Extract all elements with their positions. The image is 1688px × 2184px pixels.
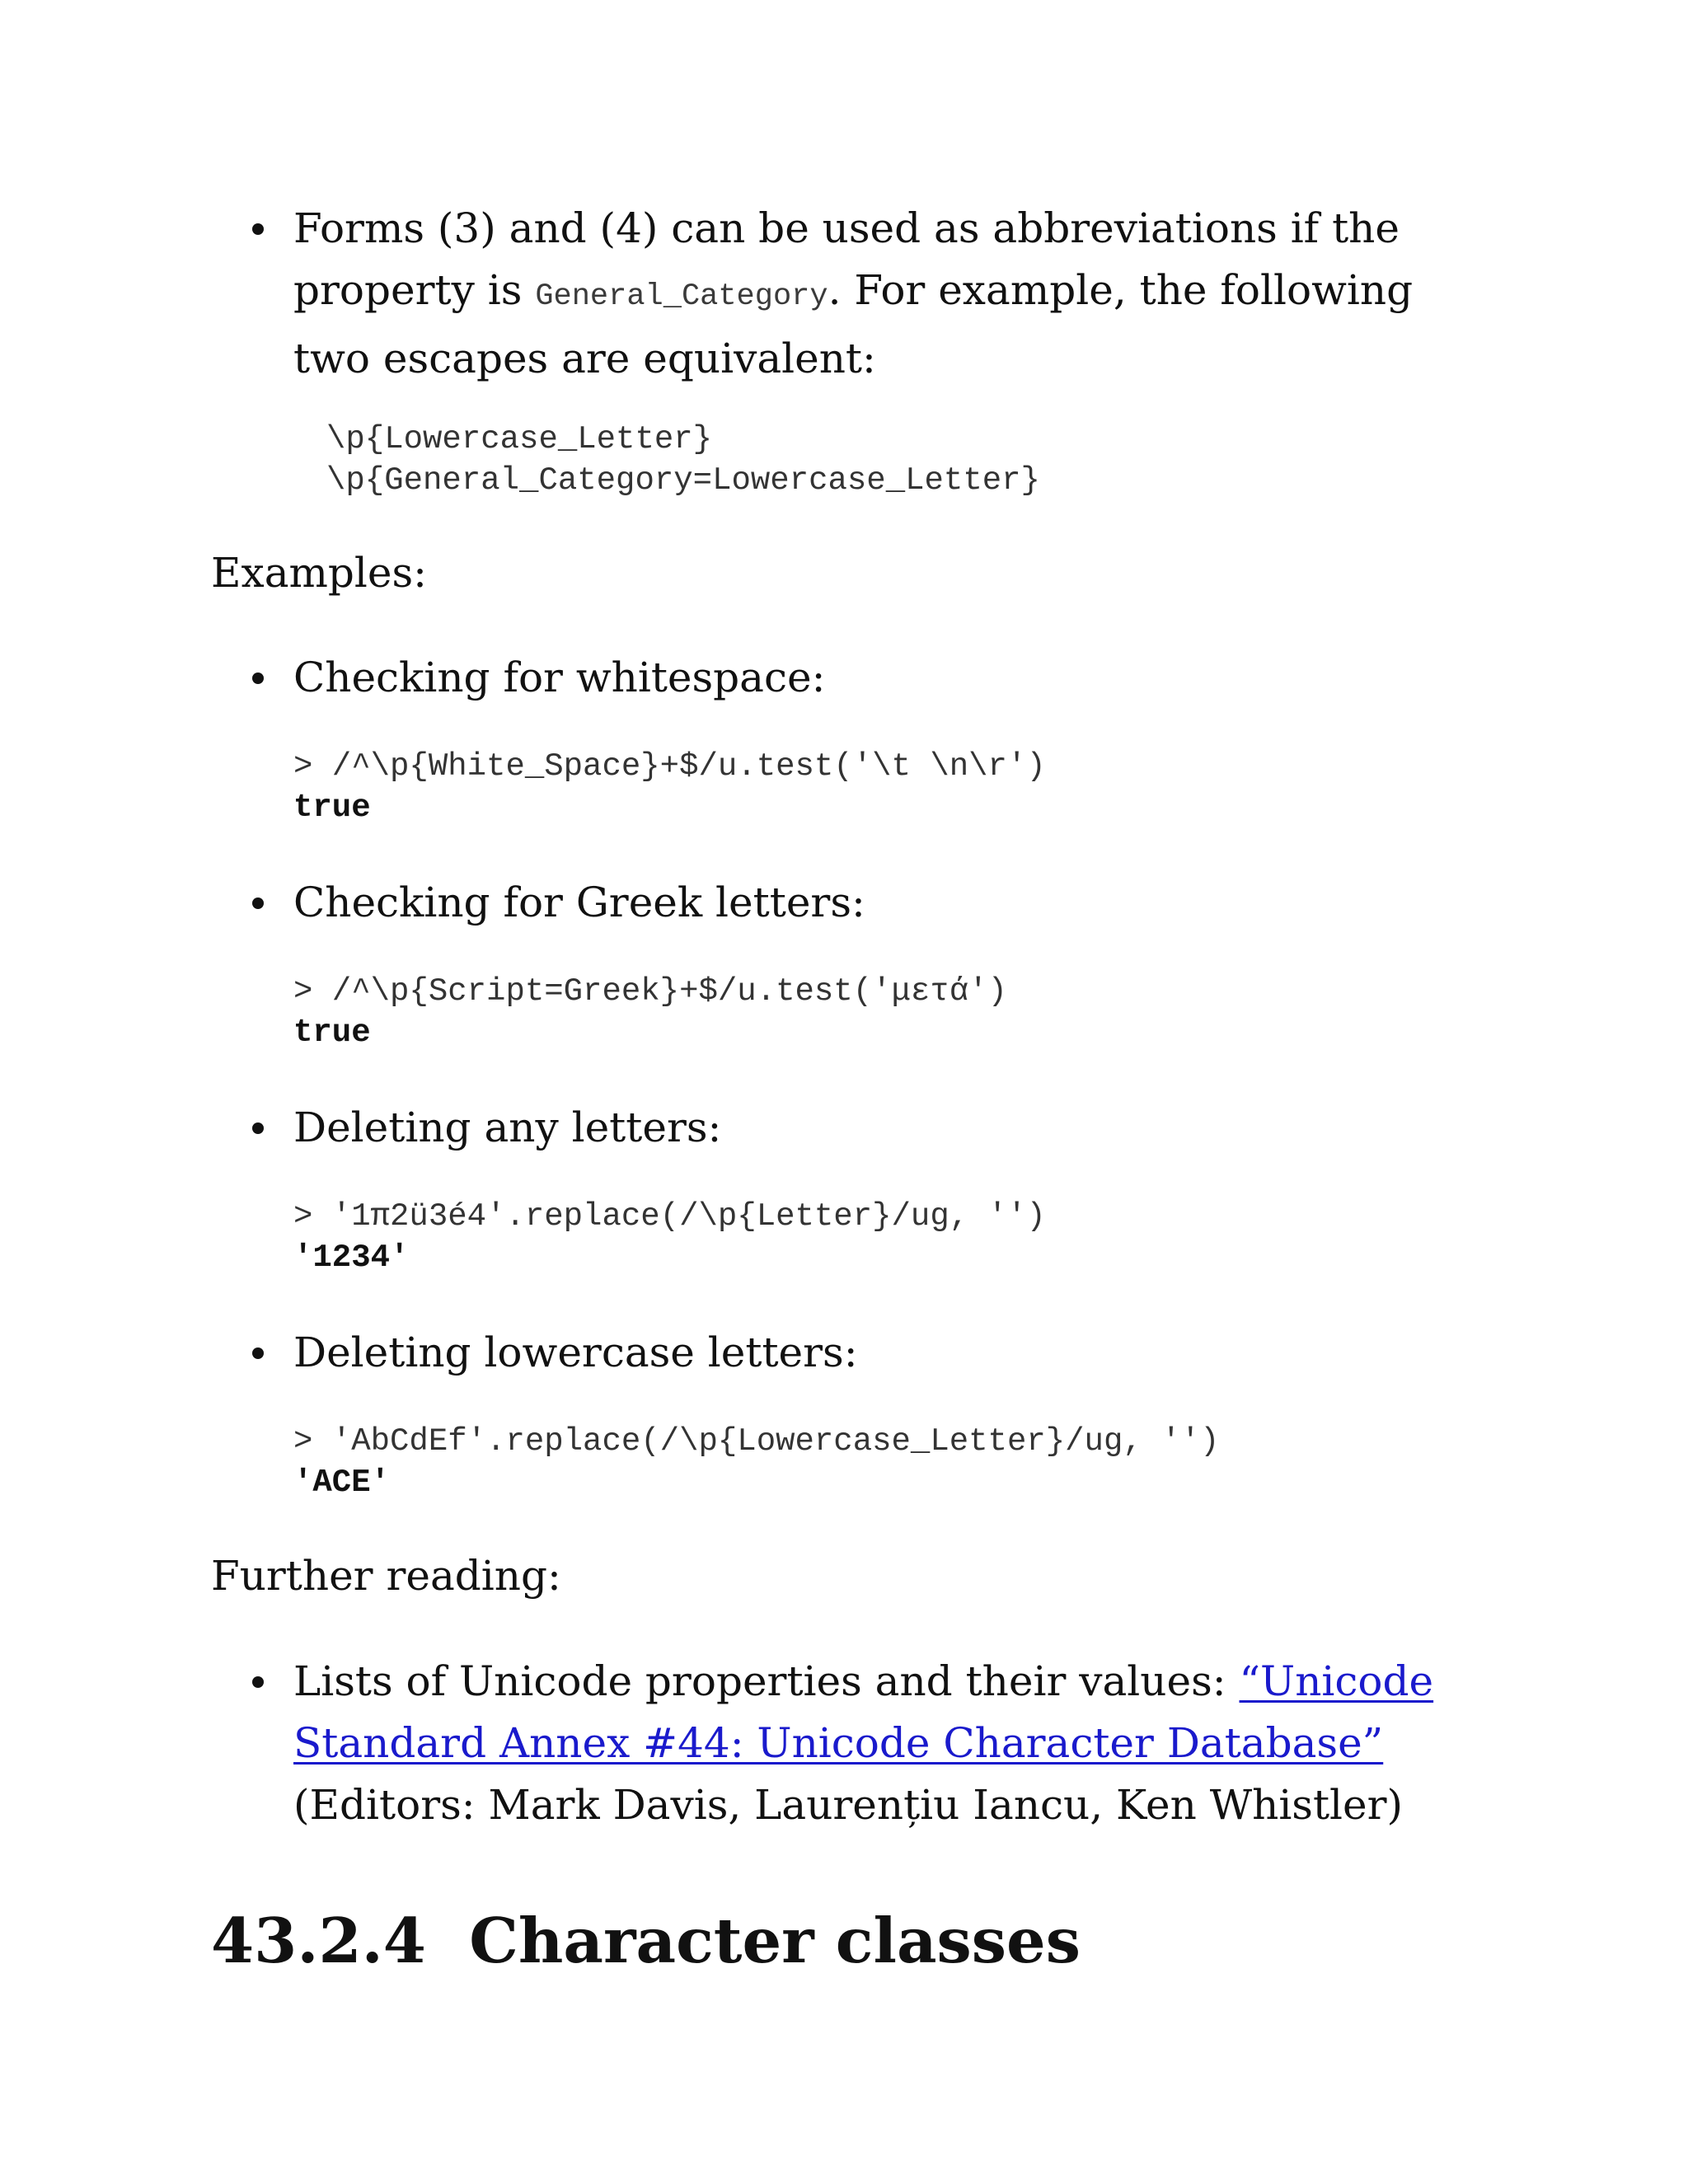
bullet-icon: [252, 223, 264, 235]
example-bullet-greek: [247, 872, 1467, 934]
example-label-item: [247, 872, 1467, 934]
example-code-whitespace: [293, 746, 1046, 828]
further-reading-list: [247, 1651, 1467, 1836]
code-line-general-category: \p{General_Category=Lowercase_Letter}: [326, 462, 1040, 499]
example-bullet-delete-letters: [247, 1097, 1467, 1159]
bullet-icon: [252, 1676, 264, 1688]
example-label: Checking for Greek letters:: [293, 879, 865, 926]
code-output: true: [293, 790, 371, 826]
further-reading-heading: Further reading:: [211, 1552, 561, 1600]
example-label: Checking for whitespace:: [293, 654, 826, 701]
example-label-item: [247, 1322, 1467, 1384]
example-code-delete-lowercase: [293, 1421, 1219, 1503]
code-output: true: [293, 1015, 371, 1051]
intro-text-part-2: . For example, the following two escapes are equivalent:: [293, 266, 1414, 382]
further-reading-suffix: (Editors: Mark Davis, Laurențiu Iancu, Ken Whistler): [293, 1781, 1404, 1829]
inline-code-general-category: General_Category: [535, 279, 828, 314]
section-number: 43.2.4: [211, 1905, 426, 1977]
section-title: Character classes: [469, 1905, 1081, 1977]
example-label: Deleting lowercase letters:: [293, 1329, 858, 1376]
example-code-greek: [293, 971, 1007, 1053]
intro-bullet-item: [247, 198, 1467, 390]
equivalent-escapes-code: [326, 419, 1040, 501]
bullet-icon: [252, 898, 264, 909]
bullet-icon: [252, 673, 264, 684]
example-label-item: [247, 647, 1467, 709]
example-code-delete-letters: [293, 1196, 1046, 1278]
section-heading: [211, 1900, 1081, 1982]
code-input: > 'AbCdEf'.replace(/\p{Lowercase_Letter}/ug, ''): [293, 1423, 1220, 1460]
example-bullet-delete-lowercase: [247, 1322, 1467, 1384]
code-output: 'ACE': [293, 1465, 391, 1501]
code-input: > /^\p{White_Space}+$/u.test('\t \n\r'): [293, 748, 1046, 785]
unicode-annex-link[interactable]: “Unicode Standard Annex #44: Unicode Character Database”: [293, 1657, 1434, 1767]
examples-heading: Examples:: [211, 549, 428, 597]
bullet-icon: [252, 1122, 264, 1134]
code-input: > '1π2ü3é4'.replace(/\p{Letter}/ug, ''): [293, 1198, 1046, 1235]
example-bullet-whitespace: [247, 647, 1467, 709]
intro-text-part-1: Forms (3) and (4) can be used as abbreviations if the property is: [293, 204, 1400, 314]
code-output: '1234': [293, 1240, 410, 1276]
further-reading-prefix: Lists of Unicode properties and their values:: [293, 1657, 1240, 1705]
bullet-icon: [252, 1347, 264, 1359]
example-label: Deleting any letters:: [293, 1104, 722, 1151]
intro-bullet-list: [247, 198, 1467, 390]
example-label-item: [247, 1097, 1467, 1159]
code-input: > /^\p{Script=Greek}+$/u.test('μετά'): [293, 973, 1007, 1010]
further-reading-item: [247, 1651, 1467, 1836]
code-line-lowercase-letter: \p{Lowercase_Letter}: [326, 421, 713, 457]
